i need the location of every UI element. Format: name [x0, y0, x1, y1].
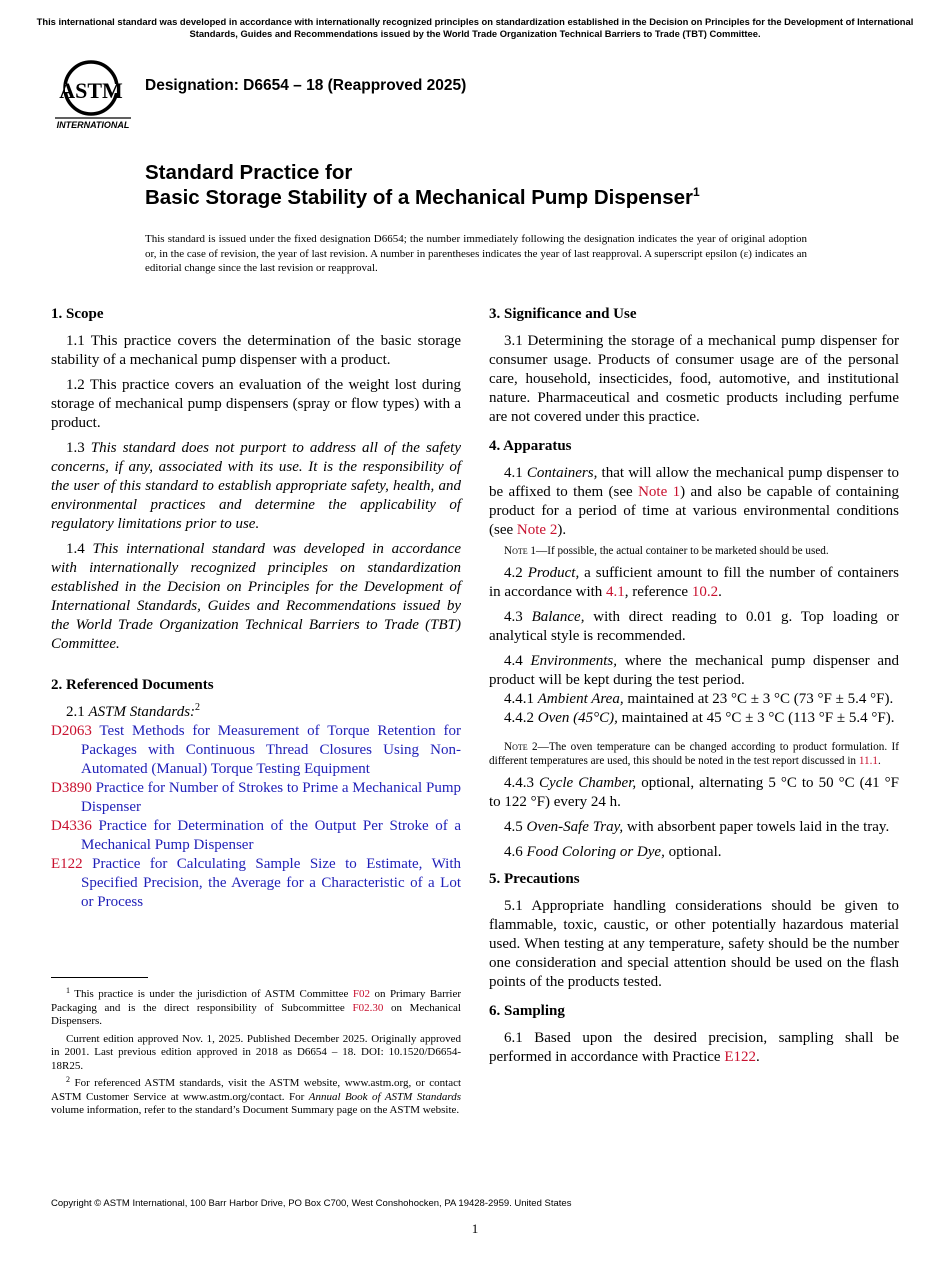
paragraph-text: ) and also be capable of containing product for a period of time at various environmental conditions (see [489, 484, 900, 538]
logo-subtext: INTERNATIONAL [56, 120, 130, 130]
paragraph-text: . [755, 1049, 760, 1065]
footnote-mark: 2 [195, 702, 201, 713]
footnote-text: This practice is under the jurisdiction of ASTM Committee [74, 988, 349, 1000]
paragraph-text: maintained at 23 °C ± 3 °C (73 °F ± 5.4 °F). [627, 691, 894, 707]
paragraph-number: 4.6 [504, 844, 523, 860]
note-1-link[interactable]: Note 1 [638, 484, 681, 500]
footnote-text: on Mechanical Dispensers. [51, 1001, 461, 1027]
logo-text: ASTM [59, 78, 123, 103]
footnote-text: For referenced ASTM standards, visit the ASTM website, www.astm.org, or contact ASTM Customer Service at www.astm.org/contact. For [51, 1077, 462, 1103]
paragraph-4-2 [489, 564, 899, 602]
footnote-text: on Primary Barrier Packaging and is the direct responsibility of Subcommittee [51, 988, 462, 1014]
subcommittee-f0230-link[interactable]: F02.30 [352, 1001, 384, 1014]
paragraph-5-1: 5.1 Appropriate handling considerations should be given to flammable, toxic, caustic, or other potentially hazardous material used. When testing at any temperature, safety should be the number one consideration and special attention should be used on the flash points of the products tested. [489, 898, 899, 990]
copyright-footer: Copyright © ASTM International, 100 Barr Harbor Drive, PO Box C700, West Conshohocken, PA 19428-2959. United States [51, 1198, 572, 1209]
reference-code-link[interactable]: D4336 [51, 818, 92, 834]
reference-e122[interactable] [51, 855, 461, 912]
section-heading-precautions: 5. Precautions [489, 871, 580, 887]
paragraph-text: , reference [624, 584, 689, 600]
reference-title-link[interactable]: Practice for Calculating Sample Size to Estimate, With Specified Precision, the Average for a Characteristic of a Lot or Process [81, 856, 461, 910]
section-11-1-link[interactable]: 11.1 [858, 755, 878, 767]
paragraph-number: 4.2 [504, 565, 523, 581]
section-heading-referenced-documents: 2. Referenced Documents [51, 677, 214, 693]
reference-code-link[interactable]: D3890 [51, 780, 92, 796]
reference-title-link[interactable]: Practice for Determination of the Output Per Stroke of a Mechanical Pump Dispenser [81, 818, 461, 853]
paragraph-number: 1.4 [66, 541, 85, 557]
astm-logo-icon [53, 56, 133, 131]
section-4-1-link[interactable]: 4.1 [606, 584, 625, 600]
term: Balance, [531, 609, 585, 625]
paragraph-text: with absorbent paper towels laid in the tray. [626, 819, 890, 835]
document-title [145, 160, 700, 210]
paragraph-4-4-1 [489, 690, 899, 709]
footnote-mark: 2 [66, 1075, 70, 1084]
reference-code-link[interactable]: E122 [51, 856, 83, 872]
paragraph-number: 4.1 [504, 465, 523, 481]
section-heading-significance: 3. Significance and Use [489, 306, 637, 322]
reference-title-link[interactable]: Practice for Number of Strokes to Prime a Mechanical Pump Dispenser [81, 780, 461, 815]
paragraph-number: 2.1 [66, 704, 85, 720]
term: Food Coloring or Dye, [526, 844, 665, 860]
paragraph-4-4 [489, 652, 899, 690]
paragraph-text: optional. [668, 844, 722, 860]
paragraph-text: 6.1 Based upon the desired precision, sampling shall be performed in accordance with Practice [489, 1030, 899, 1065]
issue-note: This standard is issued under the fixed designation D6654; the number immediately following the designation indicates the year of original adoption or, in the case of revision, the year of last revision. A number in parentheses indicates the year of last reapproval. A superscript epsilon (ε) indicates an editorial change since the last revision or reapproval. [145, 233, 807, 274]
left-column [51, 305, 461, 912]
term: Cycle Chamber, [539, 775, 637, 791]
footnote-1 [51, 988, 461, 1029]
paragraph-number: 1.3 [66, 440, 85, 456]
note-text: —If possible, the actual container to be marketed should be used. [536, 545, 829, 557]
note-text: —The oven temperature can be changed according to product formulation. If different temperatures are used, this should be noted in the test report discussed in [489, 741, 899, 767]
paragraph-4-4-2 [489, 709, 899, 728]
paragraph-1-3 [51, 439, 461, 534]
footnote-divider [51, 977, 148, 978]
paragraph-1-2: 1.2 This practice covers an evaluation of the weight lost during storage of mechanical pump dispensers (spray or flow types) with a product. [51, 377, 461, 431]
paragraph-text: maintained at 45 °C ± 3 °C (113 °F ± 5.4 °F). [621, 710, 895, 726]
term: Product, [527, 565, 580, 581]
term: Oven-Safe Tray, [526, 819, 624, 835]
paragraph-number: 4.4.3 [504, 775, 534, 791]
paragraph-number: 4.3 [504, 609, 523, 625]
note-1 [489, 544, 899, 558]
reference-d2063[interactable] [51, 722, 461, 779]
reference-d4336[interactable] [51, 817, 461, 855]
term: Ambient Area, [537, 691, 624, 707]
paragraph-6-1 [489, 1029, 899, 1067]
paragraph-4-6 [489, 843, 899, 862]
section-10-2-link[interactable]: 10.2 [691, 584, 719, 600]
paragraph-1-4 [51, 540, 461, 654]
paragraph-3-1: 3.1 Determining the storage of a mechanical pump dispenser for consumer usage. Products of consumer usage are of the personal care, household, insecticides, food, automotive, and institutional nature. Pharmaceutical and cosmetic products including perfume are not covered under this practice. [489, 333, 899, 425]
note-2 [489, 740, 899, 768]
paragraph-4-5 [489, 818, 899, 837]
note-label: Note 2 [504, 741, 538, 753]
paragraph-4-3 [489, 608, 899, 646]
title-line-2: Basic Storage Stability of a Mechanical Pump Dispenser [145, 186, 693, 209]
paragraph-text: that will allow the mechanical pump dispenser to be affixed to them (see [489, 465, 899, 500]
astm-standards-intro [51, 703, 461, 722]
paragraph-text: a sufficient amount to fill the number of containers in accordance with [489, 565, 900, 600]
note-2-link[interactable]: Note 2 [516, 522, 558, 538]
paragraph-text: ). [557, 522, 567, 538]
paragraph-1-1: 1.1 This practice covers the determination of the basic storage stability of a mechanical pump dispenser with a product. [51, 333, 461, 368]
committee-f02-link[interactable]: F02 [352, 988, 370, 1000]
paragraph-text: . [718, 584, 722, 600]
paragraph-text: with direct reading to 0.01 g. Top loading or analytical style is recommended. [489, 609, 900, 644]
paragraph-number: 4.4 [504, 653, 523, 669]
page-number: 1 [471, 1221, 479, 1236]
title-footnote-mark: 1 [692, 185, 700, 199]
paragraph-text: where the mechanical pump dispenser and product will be kept during the test period. [489, 653, 900, 688]
paragraph-4-1 [489, 464, 899, 540]
footnote-2 [51, 1077, 461, 1118]
reference-title-link[interactable]: Test Methods for Measurement of Torque Retention for Packages with Continuous Thread Closures Using Non-Automated (Manual) Torque Testing Equipment [81, 723, 461, 777]
paragraph-number: 4.5 [504, 819, 523, 835]
safety-caveat-text: This standard does not purport to address all of the safety concerns, if any, associated with its use. It is the responsibility of the user of this standard to establish appropriate safety, health, and environmental practices and determine the applicability of regulatory limitations prior to use. [51, 440, 461, 532]
term: Containers, [526, 465, 598, 481]
paragraph-number: 4.4.2 [504, 710, 534, 726]
footnote-1-edition: Current edition approved Nov. 1, 2025. Published December 2025. Originally approved in 2001. Last previous edition approved in 2018 as D6654 – 18. DOI: 10.1520/D6654-18R25. [51, 1032, 461, 1072]
title-line-1: Standard Practice for [145, 161, 353, 184]
paragraph-text: optional, alternating 5 °C to 50 °C (41 °F to 122 °F) every 24 h. [489, 775, 900, 810]
astm-standards-label: ASTM Standards: [88, 704, 196, 720]
footnote-mark: 1 [66, 986, 70, 995]
tbt-statement-text: This international standard was developed in accordance with internationally recognized principles on standardization established in the Decision on Principles for the Development of International Standards, Guides and Recommendations issued by the World Trade Organization Technical Barriers to Trade (TBT) Committee. [51, 541, 462, 652]
term: Environments, [530, 653, 617, 669]
reference-code-link[interactable]: D2063 [51, 723, 92, 739]
reference-d3890[interactable] [51, 779, 461, 817]
section-heading-scope: 1. Scope [51, 306, 104, 322]
footnote-text: volume information, refer to the standard’s Document Summary page on the ASTM website. [51, 1104, 460, 1116]
footnotes [51, 977, 461, 1122]
section-heading-apparatus: 4. Apparatus [489, 438, 572, 454]
term: Oven (45°C), [537, 710, 618, 726]
note-label: Note 1 [504, 545, 537, 557]
paragraph-number: 4.4.1 [504, 691, 534, 707]
paragraph-4-4-3 [489, 774, 899, 812]
annual-book-title: Annual Book of ASTM Standards [308, 1090, 462, 1103]
designation: Designation: D6654 – 18 (Reapproved 2025) [145, 77, 467, 94]
note-text: . [878, 755, 881, 767]
top-notice: This international standard was developed in accordance with internationally recognized principles on standardization established in the Decision on Principles for the Development of International Standards, Guides and Recommendations issued by the World Trade Organization Technical Barriers to Trade (TBT) Committee. [36, 16, 914, 39]
section-heading-sampling: 6. Sampling [489, 1003, 565, 1019]
practice-e122-link[interactable]: E122 [724, 1049, 756, 1065]
right-column [489, 305, 899, 1073]
